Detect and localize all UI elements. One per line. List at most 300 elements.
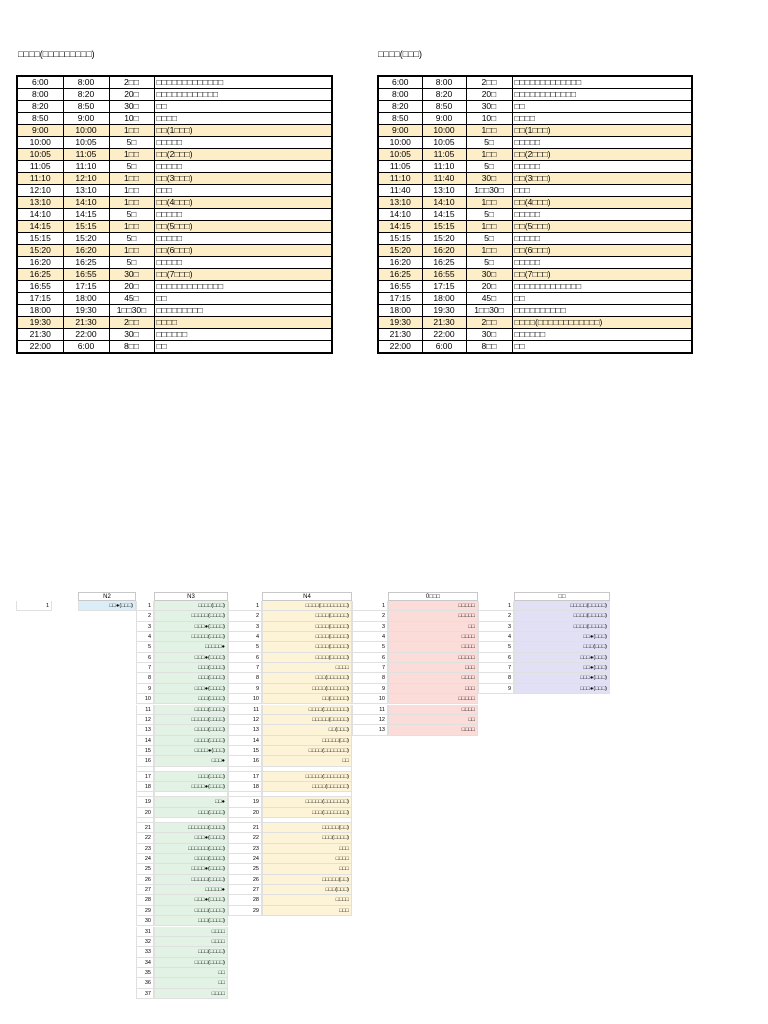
schedule-row (17, 281, 332, 293)
duration-cell: 1□□ (109, 197, 154, 209)
schedule-left-title: □□□□(□□□□□□□□□) (18, 49, 95, 59)
end-time-cell: 9:00 (63, 113, 109, 125)
grid-item-number: 17 (228, 772, 262, 782)
end-time-cell: 8:50 (422, 101, 466, 113)
grid-item-name: □□□(□□□□) (154, 772, 228, 782)
duration-cell: 5□ (466, 137, 512, 149)
end-time-cell: 13:10 (422, 185, 466, 197)
grid-item-name: □□□□●(□□□□) (154, 864, 228, 874)
start-time-cell: 8:50 (17, 113, 63, 125)
grid-item-name: □□ (154, 968, 228, 978)
schedule-row (17, 76, 332, 89)
start-time-cell: 11:10 (378, 173, 422, 185)
activity-cell: □□(2□□□) (154, 149, 332, 161)
activity-cell: □□□□□□□□□□□□□ (154, 281, 332, 293)
grid-item-name: □□□ (262, 906, 352, 916)
end-time-cell: 16:55 (422, 269, 466, 281)
grid-item-name: □□□□ (262, 854, 352, 864)
start-time-cell: 16:20 (17, 257, 63, 269)
end-time-cell: 8:00 (422, 76, 466, 89)
schedule-row (17, 329, 332, 341)
grid-item-name: □□□□(□□□□□) (262, 611, 352, 621)
grid-item-name: □□□□□ (388, 601, 478, 611)
activity-cell: □□(1□□□) (512, 125, 692, 137)
schedule-row (378, 161, 692, 173)
end-time-cell: 15:20 (422, 233, 466, 245)
grid-item-name: □□□●(□□□□) (154, 833, 228, 843)
start-time-cell: 21:30 (17, 329, 63, 341)
grid-item-name: □□□□(□□□□□) (262, 653, 352, 663)
grid-item-number: 11 (136, 705, 154, 715)
schedule-row (17, 257, 332, 269)
activity-cell: □□□□(□□□□□□□□□□□□) (512, 317, 692, 329)
grid-item-number: 30 (136, 916, 154, 926)
grid-item-number: 13 (228, 725, 262, 735)
end-time-cell: 15:15 (422, 221, 466, 233)
grid-item-name: □□□□ (388, 673, 478, 683)
end-time-cell: 19:30 (63, 305, 109, 317)
schedule-row (17, 161, 332, 173)
duration-cell: 30□ (109, 329, 154, 341)
end-time-cell: 14:10 (422, 197, 466, 209)
activity-cell: □□□□□□ (512, 329, 692, 341)
grid-item-name: □□□□□(□□□□□) (514, 601, 610, 611)
schedule-left-table (16, 75, 333, 354)
grid-item-name: □□□□□ (388, 653, 478, 663)
start-time-cell: 15:15 (17, 233, 63, 245)
duration-cell: 30□ (109, 269, 154, 281)
schedule-row (17, 305, 332, 317)
activity-cell: □□(7□□□) (512, 269, 692, 281)
activity-cell: □□□□□ (154, 209, 332, 221)
grid-item-name: □□□(□□□□□□□) (262, 808, 352, 818)
grid-item-name: □□(□□□□□) (262, 694, 352, 704)
grid-item-number: 20 (228, 808, 262, 818)
start-time-cell: 11:10 (17, 173, 63, 185)
grid-column-header: N2 (78, 592, 136, 601)
duration-cell: 2□□ (466, 76, 512, 89)
grid-item-name: □□● (154, 797, 228, 807)
duration-cell: 45□ (109, 293, 154, 305)
duration-cell: 1□□ (466, 197, 512, 209)
grid-item-number: 4 (352, 632, 388, 642)
grid-item-name: □□ (388, 622, 478, 632)
grid-item-name: □□●(□□□) (514, 632, 610, 642)
end-time-cell: 14:15 (63, 209, 109, 221)
grid-item-number: 3 (136, 622, 154, 632)
duration-cell: 5□ (466, 233, 512, 245)
activity-cell: □□□□□□ (154, 329, 332, 341)
grid-item-name: □□□□(□□□□□□□) (262, 746, 352, 756)
grid-item-name: □□□□(□□□□) (154, 958, 228, 968)
duration-cell: 30□ (109, 101, 154, 113)
grid-item-name: □□●(□□□) (78, 601, 136, 611)
start-time-cell: 17:15 (17, 293, 63, 305)
grid-item-number: 6 (136, 653, 154, 663)
schedule-row (378, 113, 692, 125)
end-time-cell: 14:15 (422, 209, 466, 221)
activity-cell: □□ (154, 101, 332, 113)
end-time-cell: 17:15 (63, 281, 109, 293)
grid-item-number: 17 (136, 772, 154, 782)
grid-item-number: 11 (228, 705, 262, 715)
start-time-cell: 19:30 (378, 317, 422, 329)
start-time-cell: 14:15 (378, 221, 422, 233)
grid-item-number: 16 (136, 756, 154, 766)
grid-item-number: 36 (136, 978, 154, 988)
end-time-cell: 11:40 (422, 173, 466, 185)
activity-cell: □□□ (512, 185, 692, 197)
grid-item-number: 2 (136, 611, 154, 621)
end-time-cell: 15:20 (63, 233, 109, 245)
end-time-cell: 19:30 (422, 305, 466, 317)
grid-item-name: □□●(□□□) (514, 663, 610, 673)
grid-item-number: 19 (228, 797, 262, 807)
grid-item-number: 1 (478, 601, 514, 611)
end-time-cell: 12:10 (63, 173, 109, 185)
grid-item-number: 21 (228, 823, 262, 833)
grid-item-name: □□□□□(□□□□) (154, 611, 228, 621)
grid-item-name: □□□□(□□□) (154, 601, 228, 611)
end-time-cell: 8:20 (63, 89, 109, 101)
end-time-cell: 11:10 (63, 161, 109, 173)
grid-item-number: 12 (228, 715, 262, 725)
schedule-row (378, 221, 692, 233)
grid-column-header: □□ (514, 592, 610, 601)
duration-cell: 1□□ (109, 125, 154, 137)
grid-item-number: 29 (136, 906, 154, 916)
activity-cell: □□□ (154, 185, 332, 197)
duration-cell: 1□□ (109, 221, 154, 233)
grid-item-name: □□□□□(□□□□) (154, 715, 228, 725)
grid-item-number: 9 (228, 684, 262, 694)
schedule-row (17, 197, 332, 209)
grid-item-name: □□□□(□□□□) (154, 906, 228, 916)
grid-item-name: □□□(□□□□) (154, 694, 228, 704)
start-time-cell: 16:25 (17, 269, 63, 281)
grid-item-number: 7 (352, 663, 388, 673)
end-time-cell: 18:00 (63, 293, 109, 305)
start-time-cell: 14:15 (17, 221, 63, 233)
activity-cell: □□□□□□□□□□ (512, 305, 692, 317)
schedule-row (378, 101, 692, 113)
schedule-row (17, 185, 332, 197)
schedule-row (17, 89, 332, 101)
grid-item-name: □□□□ (388, 642, 478, 652)
end-time-cell: 11:10 (422, 161, 466, 173)
activity-cell: □□□□□ (512, 233, 692, 245)
schedule-row (378, 209, 692, 221)
grid-item-number: 3 (478, 622, 514, 632)
grid-item-number: 15 (228, 746, 262, 756)
grid-item-number: 16 (228, 756, 262, 766)
start-time-cell: 21:30 (378, 329, 422, 341)
grid-item-number: 10 (136, 694, 154, 704)
activity-cell: □□□□□□□□□□□□□ (512, 76, 692, 89)
grid-item-number: 9 (136, 684, 154, 694)
schedule-row (378, 329, 692, 341)
start-time-cell: 15:20 (17, 245, 63, 257)
grid-item-name: □□□● (154, 756, 228, 766)
grid-item-name: □□□□□(□□□□) (154, 875, 228, 885)
grid-item-name: □□□□(□□□□□) (514, 611, 610, 621)
grid-item-number: 12 (136, 715, 154, 725)
schedule-row (378, 149, 692, 161)
end-time-cell: 6:00 (63, 341, 109, 354)
end-time-cell: 16:20 (422, 245, 466, 257)
activity-cell: □□(3□□□) (154, 173, 332, 185)
duration-cell: 1□□ (466, 221, 512, 233)
grid-item-name: □□□□□(□□) (262, 823, 352, 833)
grid-item-name: □□□□(□□□□) (154, 854, 228, 864)
duration-cell: 45□ (466, 293, 512, 305)
grid-item-number: 37 (136, 989, 154, 999)
end-time-cell: 10:05 (63, 137, 109, 149)
grid-item-name: □□□□ (388, 725, 478, 735)
grid-item-name: □□□□□(□□□□□□□) (262, 797, 352, 807)
grid-item-number: 7 (136, 663, 154, 673)
activity-cell: □□ (154, 341, 332, 354)
activity-cell: □□(5□□□) (154, 221, 332, 233)
schedule-row (378, 269, 692, 281)
duration-cell: 5□ (109, 209, 154, 221)
grid-item-number: 18 (136, 782, 154, 792)
activity-cell: □□□□□ (512, 137, 692, 149)
end-time-cell: 9:00 (422, 113, 466, 125)
start-time-cell: 14:10 (17, 209, 63, 221)
grid-item-number: 24 (136, 854, 154, 864)
grid-item-number: 4 (136, 632, 154, 642)
grid-item-number: 2 (228, 611, 262, 621)
grid-item-number: 32 (136, 937, 154, 947)
duration-cell: 10□ (466, 113, 512, 125)
grid-item-name: □□□□(□□□□) (154, 725, 228, 735)
activity-cell: □□(6□□□) (154, 245, 332, 257)
grid-item-number: 29 (228, 906, 262, 916)
grid-item-number: 6 (478, 653, 514, 663)
grid-item-number: 2 (478, 611, 514, 621)
grid-item-name: □□□(□□□□□□) (262, 673, 352, 683)
grid-item-name: □□□□□□(□□□□) (154, 823, 228, 833)
schedule-row (378, 137, 692, 149)
schedule-row (378, 293, 692, 305)
start-time-cell: 10:00 (378, 137, 422, 149)
grid-column-header: N4 (262, 592, 352, 601)
grid-item-name: □□□(□□□) (514, 642, 610, 652)
grid-item-number: 23 (228, 844, 262, 854)
schedule-row (378, 341, 692, 354)
end-time-cell: 18:00 (422, 293, 466, 305)
activity-cell: □□□□□ (154, 233, 332, 245)
end-time-cell: 6:00 (422, 341, 466, 354)
grid-item-number: 19 (136, 797, 154, 807)
grid-item-name: □□□□(□□□□□) (514, 622, 610, 632)
grid-item-name: □□□□ (388, 632, 478, 642)
activity-cell: □□(7□□□) (154, 269, 332, 281)
grid-item-name: □□□□□● (154, 885, 228, 895)
grid-item-number: 8 (352, 673, 388, 683)
schedule-row (17, 293, 332, 305)
end-time-cell: 10:00 (63, 125, 109, 137)
grid-item-number: 35 (136, 968, 154, 978)
grid-item-number: 26 (228, 875, 262, 885)
duration-cell: 1□□ (109, 185, 154, 197)
grid-item-name: □□□□□(□□□□□) (262, 715, 352, 725)
grid-item-number: 26 (136, 875, 154, 885)
grid-item-name: □□ (154, 978, 228, 988)
end-time-cell: 16:25 (422, 257, 466, 269)
grid-item-name: □□□●(□□□) (514, 684, 610, 694)
start-time-cell: 9:00 (17, 125, 63, 137)
grid-item-number: 34 (136, 958, 154, 968)
end-time-cell: 17:15 (422, 281, 466, 293)
grid-item-name: □□□□(□□□□□□) (262, 684, 352, 694)
grid-item-name: □□□□(□□□□□) (262, 632, 352, 642)
start-time-cell: 12:10 (17, 185, 63, 197)
grid-item-number: 5 (136, 642, 154, 652)
grid-item-name: □□ (388, 715, 478, 725)
grid-item-number: 1 (228, 601, 262, 611)
duration-cell: 20□ (466, 281, 512, 293)
schedule-row (17, 101, 332, 113)
start-time-cell: 15:20 (378, 245, 422, 257)
schedule-row (17, 125, 332, 137)
start-time-cell: 16:55 (378, 281, 422, 293)
schedule-row (378, 317, 692, 329)
schedule-row (378, 173, 692, 185)
end-time-cell: 21:30 (63, 317, 109, 329)
activity-cell: □□□□□ (512, 257, 692, 269)
activity-cell: □□(4□□□) (154, 197, 332, 209)
end-time-cell: 10:00 (422, 125, 466, 137)
schedule-row (17, 317, 332, 329)
grid-item-number: 2 (352, 611, 388, 621)
end-time-cell: 11:05 (422, 149, 466, 161)
grid-item-number: 1 (136, 601, 154, 611)
grid-item-name: □□□(□□□□) (154, 663, 228, 673)
grid-item-name: □□□□□● (154, 642, 228, 652)
grid-item-number: 5 (352, 642, 388, 652)
start-time-cell: 11:05 (378, 161, 422, 173)
grid-item-name: □□□□(□□□□) (154, 705, 228, 715)
grid-item-number: 28 (136, 895, 154, 905)
grid-item-name: □□□□(□□□□□) (262, 622, 352, 632)
duration-cell: 20□ (466, 89, 512, 101)
duration-cell: 20□ (109, 89, 154, 101)
grid-item-name: □□□(□□□□) (154, 673, 228, 683)
start-time-cell: 18:00 (378, 305, 422, 317)
grid-item-name: □□□□ (262, 895, 352, 905)
schedule-row (17, 269, 332, 281)
grid-item-name: □□□□ (154, 989, 228, 999)
grid-item-number: 22 (228, 833, 262, 843)
start-time-cell: 13:10 (17, 197, 63, 209)
duration-cell: 2□□ (109, 76, 154, 89)
grid-item-number: 33 (136, 947, 154, 957)
schedule-row (378, 305, 692, 317)
grid-item-number: 31 (136, 927, 154, 937)
activity-cell: □□□□□ (154, 137, 332, 149)
grid-item-number: 5 (228, 642, 262, 652)
start-time-cell: 8:00 (378, 89, 422, 101)
grid-item-name: □□□ (262, 864, 352, 874)
duration-cell: 1□□ (109, 173, 154, 185)
grid-item-number: 6 (352, 653, 388, 663)
duration-cell: 8□□ (109, 341, 154, 354)
duration-cell: 10□ (109, 113, 154, 125)
start-time-cell: 22:00 (378, 341, 422, 354)
grid-item-name: □□□□(□□□□□) (262, 642, 352, 652)
grid-item-number: 4 (228, 632, 262, 642)
grid-item-name: □□□(□□□) (262, 885, 352, 895)
activity-cell: □□□□□□□□□□□□□ (512, 281, 692, 293)
duration-cell: 5□ (466, 209, 512, 221)
grid-item-number: 1 (16, 601, 52, 611)
schedule-row (17, 209, 332, 221)
duration-cell: 20□ (109, 281, 154, 293)
start-time-cell: 10:05 (378, 149, 422, 161)
activity-cell: □□□□□□□□□□□□ (154, 89, 332, 101)
end-time-cell: 16:20 (63, 245, 109, 257)
grid-item-name: □□□□ (154, 937, 228, 947)
duration-cell: 30□ (466, 173, 512, 185)
schedule-row (17, 221, 332, 233)
grid-item-number: 25 (228, 864, 262, 874)
duration-cell: 5□ (109, 233, 154, 245)
grid-item-number: 27 (228, 885, 262, 895)
activity-cell: □□ (512, 293, 692, 305)
grid-item-number: 7 (228, 663, 262, 673)
activity-cell: □□□□ (154, 113, 332, 125)
activity-cell: □□□□ (154, 317, 332, 329)
activity-cell: □□ (154, 293, 332, 305)
end-time-cell: 22:00 (63, 329, 109, 341)
grid-item-name: □□□(□□□□) (262, 833, 352, 843)
grid-item-number: 1 (352, 601, 388, 611)
grid-item-name: □□□□□ (388, 694, 478, 704)
end-time-cell: 22:00 (422, 329, 466, 341)
activity-cell: □□ (512, 341, 692, 354)
start-time-cell: 10:05 (17, 149, 63, 161)
grid-item-number: 21 (136, 823, 154, 833)
grid-item-number: 11 (352, 705, 388, 715)
grid-item-name: □□□□ (262, 663, 352, 673)
schedule-row (17, 113, 332, 125)
start-time-cell: 16:25 (378, 269, 422, 281)
grid-item-number: 5 (478, 642, 514, 652)
start-time-cell: 8:20 (378, 101, 422, 113)
grid-item-name: □□□(□□□□) (154, 947, 228, 957)
duration-cell: 1□□ (466, 125, 512, 137)
grid-item-name: □□□□(□□□□) (154, 736, 228, 746)
end-time-cell: 8:00 (63, 76, 109, 89)
duration-cell: 1□□30□ (466, 305, 512, 317)
duration-cell: 1□□ (109, 245, 154, 257)
grid-item-number: 12 (352, 715, 388, 725)
duration-cell: 1□□30□ (466, 185, 512, 197)
grid-item-name: □□□●(□□□) (514, 673, 610, 683)
schedule-right-table (377, 75, 693, 354)
schedule-row (378, 233, 692, 245)
end-time-cell: 14:10 (63, 197, 109, 209)
grid-item-number: 14 (228, 736, 262, 746)
grid-item-name: □□□●(□□□□) (154, 653, 228, 663)
grid-item-number: 18 (228, 782, 262, 792)
grid-item-name: □□□□ (388, 705, 478, 715)
end-time-cell: 16:55 (63, 269, 109, 281)
schedule-row (17, 341, 332, 354)
grid-item-number: 13 (352, 725, 388, 735)
